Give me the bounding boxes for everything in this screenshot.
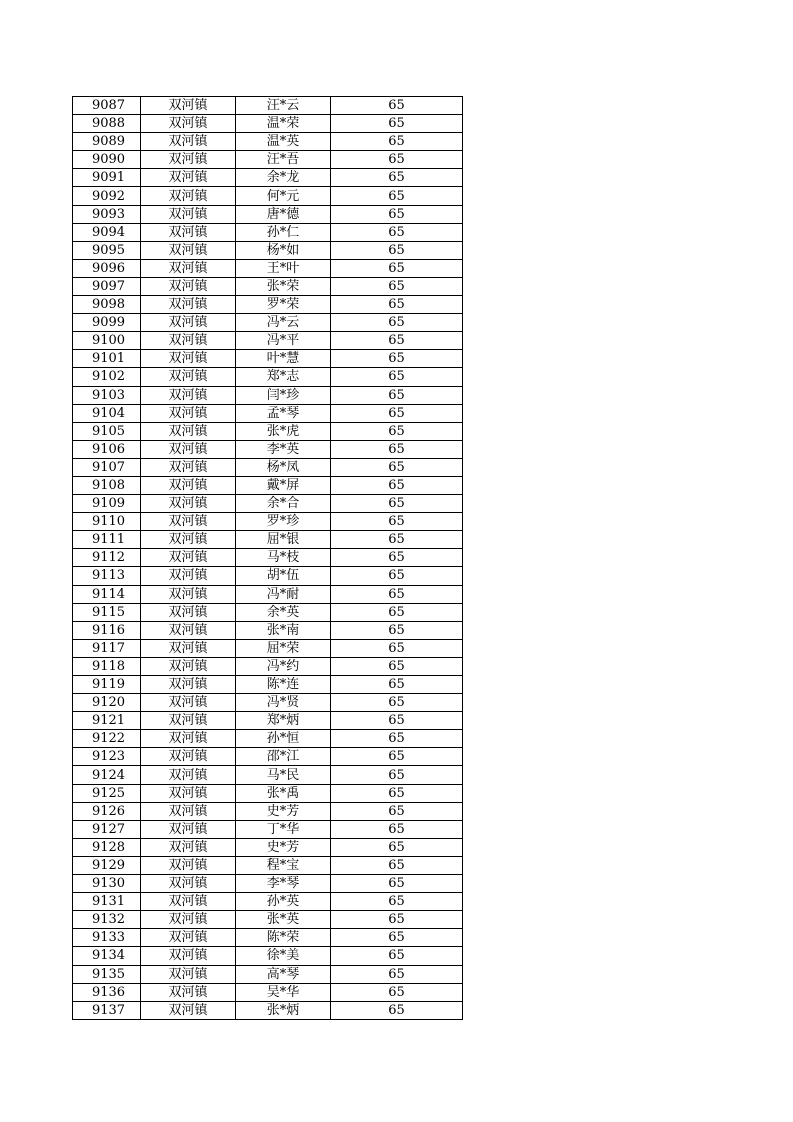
cell-amount: 65: [331, 187, 463, 205]
cell-town: 双河镇: [141, 495, 236, 513]
table-row: [73, 531, 463, 549]
cell-id: 9095: [73, 241, 141, 259]
table-row: [73, 802, 463, 820]
cell-id: 9130: [73, 875, 141, 893]
cell-amount: 65: [331, 115, 463, 133]
cell-amount: 65: [331, 332, 463, 350]
cell-id: 9117: [73, 639, 141, 657]
cell-name: 汪*云: [236, 97, 331, 115]
cell-id: 9103: [73, 386, 141, 404]
cell-id: 9128: [73, 838, 141, 856]
cell-name: 罗*珍: [236, 513, 331, 531]
cell-name: 何*元: [236, 187, 331, 205]
cell-town: 双河镇: [141, 368, 236, 386]
cell-name: 冯*贤: [236, 694, 331, 712]
cell-amount: 65: [331, 838, 463, 856]
cell-name: 叶*慧: [236, 350, 331, 368]
cell-town: 双河镇: [141, 332, 236, 350]
cell-name: 汪*吾: [236, 151, 331, 169]
cell-town: 双河镇: [141, 296, 236, 314]
cell-amount: 65: [331, 151, 463, 169]
cell-amount: 65: [331, 856, 463, 874]
cell-town: 双河镇: [141, 1001, 236, 1019]
table-row: [73, 603, 463, 621]
cell-name: 唐*德: [236, 205, 331, 223]
cell-id: 9107: [73, 458, 141, 476]
table-row: [73, 766, 463, 784]
cell-id: 9134: [73, 947, 141, 965]
table-row: [73, 875, 463, 893]
cell-town: 双河镇: [141, 531, 236, 549]
cell-amount: 65: [331, 947, 463, 965]
cell-town: 双河镇: [141, 115, 236, 133]
cell-name: 温*荣: [236, 115, 331, 133]
table-row: [73, 205, 463, 223]
cell-amount: 65: [331, 820, 463, 838]
cell-amount: 65: [331, 440, 463, 458]
cell-id: 9114: [73, 585, 141, 603]
table-row: [73, 784, 463, 802]
cell-name: 陈*连: [236, 676, 331, 694]
table-row: [73, 151, 463, 169]
cell-id: 9101: [73, 350, 141, 368]
cell-town: 双河镇: [141, 929, 236, 947]
table-row: [73, 838, 463, 856]
cell-amount: 65: [331, 657, 463, 675]
cell-id: 9105: [73, 422, 141, 440]
cell-amount: 65: [331, 169, 463, 187]
table-row: [73, 476, 463, 494]
cell-amount: 65: [331, 802, 463, 820]
table-row: [73, 820, 463, 838]
cell-amount: 65: [331, 694, 463, 712]
table-row: [73, 567, 463, 585]
cell-amount: 65: [331, 983, 463, 1001]
table-row: [73, 277, 463, 295]
table-row: [73, 350, 463, 368]
table-row: [73, 386, 463, 404]
cell-id: 9108: [73, 476, 141, 494]
table-row: [73, 223, 463, 241]
cell-town: 双河镇: [141, 458, 236, 476]
cell-amount: 65: [331, 259, 463, 277]
cell-name: 史*芳: [236, 802, 331, 820]
cell-name: 孙*恒: [236, 730, 331, 748]
cell-town: 双河镇: [141, 277, 236, 295]
cell-name: 李*琴: [236, 875, 331, 893]
cell-id: 9102: [73, 368, 141, 386]
cell-id: 9131: [73, 893, 141, 911]
cell-name: 史*芳: [236, 838, 331, 856]
cell-id: 9115: [73, 603, 141, 621]
cell-town: 双河镇: [141, 151, 236, 169]
cell-name: 杨*如: [236, 241, 331, 259]
table-row: [73, 965, 463, 983]
cell-id: 9097: [73, 277, 141, 295]
table-row: [73, 712, 463, 730]
cell-town: 双河镇: [141, 676, 236, 694]
cell-name: 余*龙: [236, 169, 331, 187]
cell-id: 9116: [73, 621, 141, 639]
cell-name: 戴*屏: [236, 476, 331, 494]
cell-amount: 65: [331, 784, 463, 802]
table-row: [73, 513, 463, 531]
table-row: [73, 585, 463, 603]
cell-town: 双河镇: [141, 838, 236, 856]
cell-id: 9129: [73, 856, 141, 874]
cell-town: 双河镇: [141, 97, 236, 115]
cell-id: 9122: [73, 730, 141, 748]
cell-id: 9093: [73, 205, 141, 223]
cell-name: 陈*荣: [236, 929, 331, 947]
table-row: [73, 495, 463, 513]
cell-amount: 65: [331, 404, 463, 422]
cell-name: 孙*英: [236, 893, 331, 911]
cell-amount: 65: [331, 277, 463, 295]
cell-amount: 65: [331, 965, 463, 983]
cell-id: 9118: [73, 657, 141, 675]
cell-name: 张*南: [236, 621, 331, 639]
cell-id: 9132: [73, 911, 141, 929]
cell-id: 9094: [73, 223, 141, 241]
table-row: [73, 947, 463, 965]
table-row: [73, 187, 463, 205]
table-row: [73, 97, 463, 115]
cell-town: 双河镇: [141, 187, 236, 205]
cell-amount: 65: [331, 531, 463, 549]
table-row: [73, 730, 463, 748]
cell-id: 9111: [73, 531, 141, 549]
cell-amount: 65: [331, 585, 463, 603]
cell-amount: 65: [331, 314, 463, 332]
table-row: [73, 458, 463, 476]
cell-amount: 65: [331, 875, 463, 893]
cell-id: 9123: [73, 748, 141, 766]
cell-amount: 65: [331, 567, 463, 585]
cell-name: 温*英: [236, 133, 331, 151]
table-row: [73, 332, 463, 350]
cell-town: 双河镇: [141, 766, 236, 784]
table-row: [73, 856, 463, 874]
cell-name: 冯*平: [236, 332, 331, 350]
cell-id: 9127: [73, 820, 141, 838]
cell-town: 双河镇: [141, 730, 236, 748]
cell-town: 双河镇: [141, 386, 236, 404]
table-row: [73, 169, 463, 187]
cell-id: 9099: [73, 314, 141, 332]
cell-name: 孟*琴: [236, 404, 331, 422]
cell-name: 冯*云: [236, 314, 331, 332]
cell-town: 双河镇: [141, 694, 236, 712]
cell-town: 双河镇: [141, 712, 236, 730]
cell-amount: 65: [331, 296, 463, 314]
cell-town: 双河镇: [141, 513, 236, 531]
cell-id: 9119: [73, 676, 141, 694]
table-row: [73, 115, 463, 133]
cell-amount: 65: [331, 639, 463, 657]
cell-name: 张*禹: [236, 784, 331, 802]
cell-id: 9120: [73, 694, 141, 712]
cell-id: 9121: [73, 712, 141, 730]
cell-name: 马*民: [236, 766, 331, 784]
table-row: [73, 404, 463, 422]
table-row: [73, 549, 463, 567]
cell-id: 9089: [73, 133, 141, 151]
cell-town: 双河镇: [141, 585, 236, 603]
cell-id: 9098: [73, 296, 141, 314]
table-row: [73, 241, 463, 259]
cell-amount: 65: [331, 495, 463, 513]
cell-amount: 65: [331, 513, 463, 531]
cell-town: 双河镇: [141, 748, 236, 766]
cell-amount: 65: [331, 458, 463, 476]
cell-town: 双河镇: [141, 856, 236, 874]
cell-id: 9096: [73, 259, 141, 277]
cell-name: 李*英: [236, 440, 331, 458]
cell-amount: 65: [331, 133, 463, 151]
cell-name: 高*琴: [236, 965, 331, 983]
cell-town: 双河镇: [141, 983, 236, 1001]
cell-amount: 65: [331, 676, 463, 694]
cell-town: 双河镇: [141, 350, 236, 368]
cell-name: 胡*伍: [236, 567, 331, 585]
cell-amount: 65: [331, 422, 463, 440]
cell-name: 杨*凤: [236, 458, 331, 476]
cell-id: 9106: [73, 440, 141, 458]
cell-amount: 65: [331, 712, 463, 730]
cell-amount: 65: [331, 911, 463, 929]
cell-town: 双河镇: [141, 314, 236, 332]
cell-name: 吴*华: [236, 983, 331, 1001]
cell-id: 9092: [73, 187, 141, 205]
table-row: [73, 694, 463, 712]
cell-amount: 65: [331, 223, 463, 241]
cell-amount: 65: [331, 350, 463, 368]
cell-town: 双河镇: [141, 802, 236, 820]
cell-id: 9100: [73, 332, 141, 350]
cell-id: 9091: [73, 169, 141, 187]
cell-id: 9088: [73, 115, 141, 133]
cell-name: 余*英: [236, 603, 331, 621]
cell-id: 9125: [73, 784, 141, 802]
cell-amount: 65: [331, 476, 463, 494]
cell-amount: 65: [331, 893, 463, 911]
cell-name: 丁*华: [236, 820, 331, 838]
cell-amount: 65: [331, 205, 463, 223]
table-row: [73, 440, 463, 458]
table-row: [73, 314, 463, 332]
cell-name: 孙*仁: [236, 223, 331, 241]
cell-town: 双河镇: [141, 567, 236, 585]
cell-town: 双河镇: [141, 893, 236, 911]
cell-id: 9104: [73, 404, 141, 422]
cell-name: 程*宝: [236, 856, 331, 874]
cell-town: 双河镇: [141, 947, 236, 965]
cell-id: 9133: [73, 929, 141, 947]
cell-id: 9109: [73, 495, 141, 513]
cell-id: 9112: [73, 549, 141, 567]
cell-town: 双河镇: [141, 259, 236, 277]
table-row: [73, 748, 463, 766]
cell-town: 双河镇: [141, 241, 236, 259]
cell-name: 屈*荣: [236, 639, 331, 657]
cell-town: 双河镇: [141, 657, 236, 675]
cell-name: 余*合: [236, 495, 331, 513]
table-row: [73, 621, 463, 639]
cell-id: 9124: [73, 766, 141, 784]
cell-amount: 65: [331, 1001, 463, 1019]
cell-amount: 65: [331, 603, 463, 621]
cell-name: 冯*耐: [236, 585, 331, 603]
table-row: [73, 929, 463, 947]
cell-amount: 65: [331, 730, 463, 748]
table-row: [73, 983, 463, 1001]
cell-town: 双河镇: [141, 875, 236, 893]
data-table: [72, 96, 463, 1020]
cell-name: 冯*约: [236, 657, 331, 675]
cell-id: 9135: [73, 965, 141, 983]
cell-id: 9136: [73, 983, 141, 1001]
cell-name: 闫*珍: [236, 386, 331, 404]
table-row: [73, 368, 463, 386]
cell-town: 双河镇: [141, 549, 236, 567]
table-row: [73, 1001, 463, 1019]
cell-town: 双河镇: [141, 223, 236, 241]
table-row: [73, 657, 463, 675]
table-row: [73, 296, 463, 314]
cell-town: 双河镇: [141, 639, 236, 657]
cell-town: 双河镇: [141, 440, 236, 458]
cell-town: 双河镇: [141, 603, 236, 621]
table-row: [73, 639, 463, 657]
cell-id: 9126: [73, 802, 141, 820]
cell-id: 9110: [73, 513, 141, 531]
table-row: [73, 911, 463, 929]
cell-id: 9090: [73, 151, 141, 169]
cell-name: 王*叶: [236, 259, 331, 277]
cell-town: 双河镇: [141, 205, 236, 223]
cell-name: 马*枝: [236, 549, 331, 567]
cell-id: 9113: [73, 567, 141, 585]
cell-town: 双河镇: [141, 911, 236, 929]
cell-town: 双河镇: [141, 784, 236, 802]
cell-town: 双河镇: [141, 133, 236, 151]
table-body: [73, 97, 463, 1020]
cell-town: 双河镇: [141, 476, 236, 494]
table-row: [73, 676, 463, 694]
cell-id: 9137: [73, 1001, 141, 1019]
cell-town: 双河镇: [141, 621, 236, 639]
cell-name: 邵*江: [236, 748, 331, 766]
cell-name: 张*英: [236, 911, 331, 929]
cell-name: 郑*志: [236, 368, 331, 386]
cell-amount: 65: [331, 766, 463, 784]
table-row: [73, 422, 463, 440]
cell-amount: 65: [331, 97, 463, 115]
cell-amount: 65: [331, 549, 463, 567]
cell-name: 屈*银: [236, 531, 331, 549]
cell-name: 徐*美: [236, 947, 331, 965]
cell-name: 罗*荣: [236, 296, 331, 314]
cell-town: 双河镇: [141, 965, 236, 983]
cell-name: 张*炳: [236, 1001, 331, 1019]
cell-name: 郑*炳: [236, 712, 331, 730]
cell-amount: 65: [331, 241, 463, 259]
cell-amount: 65: [331, 386, 463, 404]
cell-town: 双河镇: [141, 422, 236, 440]
table-row: [73, 259, 463, 277]
cell-town: 双河镇: [141, 404, 236, 422]
cell-town: 双河镇: [141, 820, 236, 838]
cell-id: 9087: [73, 97, 141, 115]
table-row: [73, 893, 463, 911]
cell-amount: 65: [331, 368, 463, 386]
table-row: [73, 133, 463, 151]
cell-amount: 65: [331, 929, 463, 947]
cell-name: 张*荣: [236, 277, 331, 295]
cell-town: 双河镇: [141, 169, 236, 187]
cell-name: 张*虎: [236, 422, 331, 440]
cell-amount: 65: [331, 621, 463, 639]
cell-amount: 65: [331, 748, 463, 766]
